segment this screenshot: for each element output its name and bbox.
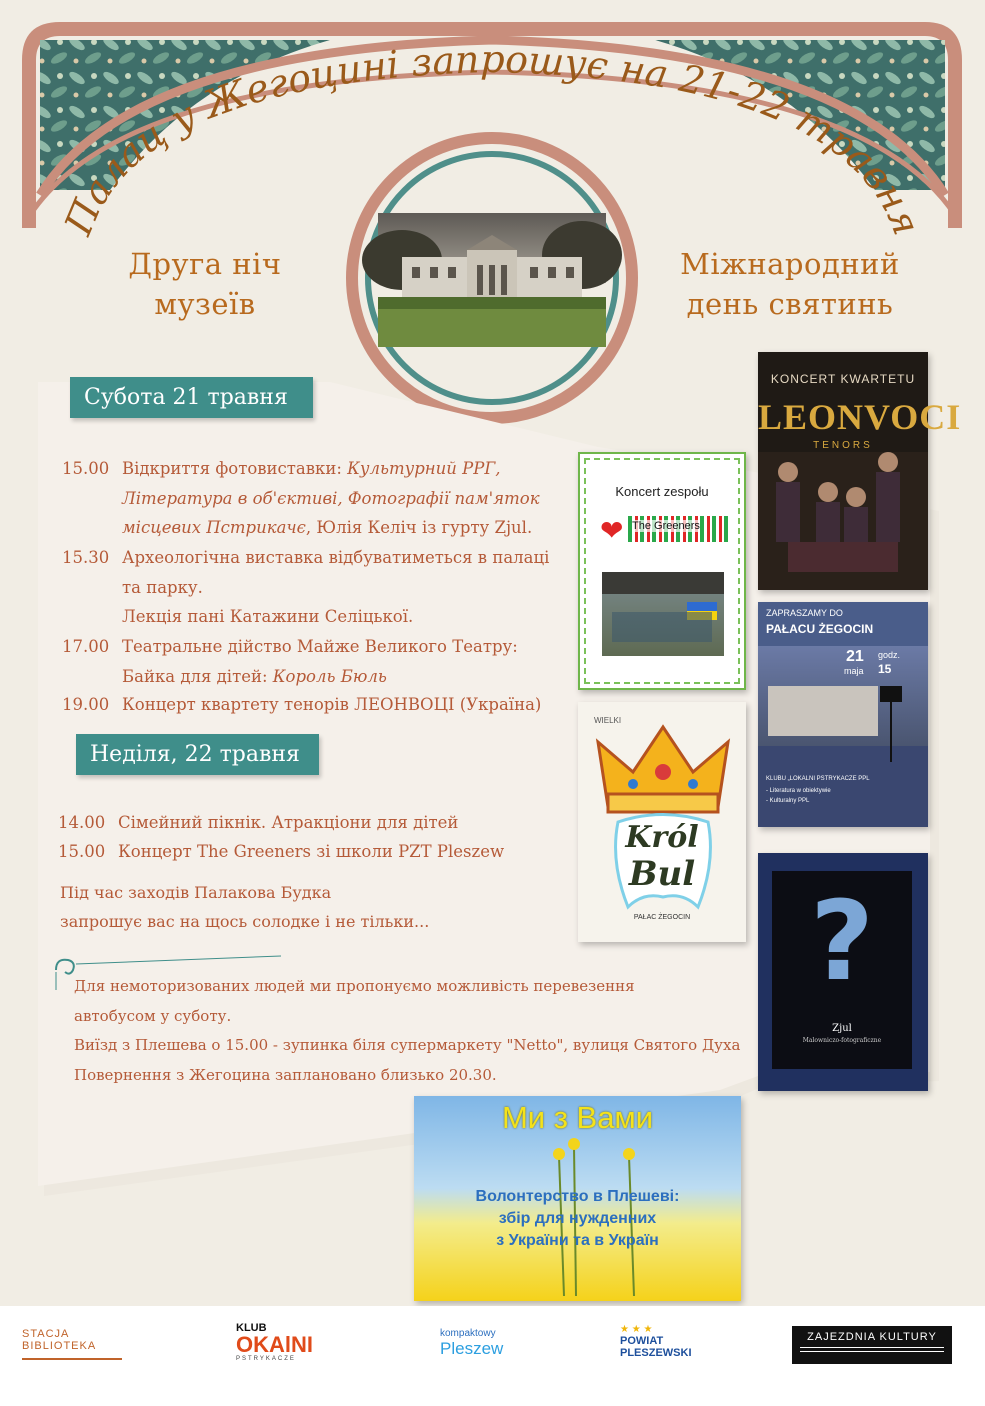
right-subtitle-line2: день святинь [686,287,894,321]
left-subtitle-line2: музеїв [154,287,256,321]
zaproszenie-poster [758,602,928,827]
saturday-badge: Субота 21 травня [70,377,313,418]
schedule-text: Байка для дітей: [122,666,273,686]
schedule-text: Концерт The Greeners зі школи PZT Pleszew [118,842,505,861]
schedule-item [58,808,578,838]
zaprasz-godz: godz. [878,650,901,660]
schedule-text: Лекція пані Катажини Селіцької. [122,607,414,626]
ukraine-line: Волонтерство в Плешеві: [475,1188,680,1205]
greeners-title: Koncert zespołu [615,484,709,499]
booth-note [60,878,560,936]
schedule-item [62,632,582,692]
krol-word2: Bul [628,854,696,894]
greeners-poster [578,452,746,690]
zaprasz-item: - Literatura w obiektywie [766,788,831,794]
saturday-schedule [62,454,582,724]
schedule-text-italic: Література в об'єктиві, Фотографії пам'яток [122,488,540,508]
zaprasz-line1: ZAPRASZAMY DO [766,608,843,618]
leonvoci-sub: TENORS [813,440,873,451]
schedule-text: та парку. [122,577,203,597]
booth-note-line: запрошує вас на щось солодке і не тільки... [60,912,430,931]
crown-icon [598,722,728,822]
logo-text: kompaktowy [440,1328,496,1339]
palace-photo [372,205,612,355]
schedule-desc [122,690,582,720]
tenors-group-image [758,452,928,590]
greeners-band: The Greeners [632,520,700,532]
logo-klub-lokalni [236,1322,346,1362]
schedule-time: 15.00 [58,842,106,861]
schedule-time: 17.00 [62,637,110,656]
sunday-badge: Неділя, 22 травня [76,734,319,775]
schedule-time: 14.00 [58,813,106,832]
schedule-time: 19.00 [62,695,110,714]
leonvoci-top: KONCERT KWARTETU [770,372,916,386]
schedule-time: 15.30 [62,548,110,567]
logo-powiat-pleszewski [620,1324,730,1359]
ukraine-line: збір для нужденних [498,1210,657,1227]
logo-stacja-biblioteka [22,1328,142,1360]
svg-text:Палац у Жегоцині запрошує на 2: Палац у Жегоцині запрошує на 21-22 травня [56,36,929,242]
greeners-photo [602,572,724,656]
sponsor-footer [0,1306,985,1406]
schedule-text: Сімейний пікнік. Атракціони для дітей [118,813,459,832]
transport-line: Для немоторизованих людей ми пропонуємо можливість перевезення [74,977,635,995]
krol-word1: Król [625,820,699,855]
zaprasz-item: - Kulturalny PPL [766,798,810,804]
transport-line: Виїзд з Плешева о 15.00 - зупинка біля супермаркету "Netto", вулиця Святого Духа [74,1036,741,1054]
logo-text: ZAJEZDNIA KULTURY [807,1331,937,1343]
zjul-name: Zjul [832,1023,852,1034]
leonvoci-poster [758,352,962,590]
ukraine-support-banner [414,1096,741,1301]
transport-note [74,972,764,1090]
transport-line: автобусом у суботу. [74,1006,232,1025]
logo-text: OKAlNI [236,1332,313,1357]
zjul-sub: Malowniczo-fotograficzne [802,1037,882,1044]
book-icon [22,1354,122,1360]
schedule-text: Концерт квартету тенорів ЛЕОНВОЦІ (Україна) [122,695,542,714]
schedule-text: Театральне дійство Майже Великого Театру: [122,637,518,656]
rail-icon [800,1347,944,1352]
schedule-item [62,454,582,544]
zaprasz-time: 15 [878,662,892,676]
schedule-text-italic: Культурний РРГ, [347,459,501,478]
zaprasz-month: maja [844,666,864,676]
schedule-desc [122,454,562,543]
ukraine-title: Ми з Вами [501,1100,654,1135]
leonvoci-name: LEONVOCI [758,397,962,437]
question-mark-icon: ? [810,877,874,1005]
krol-top-left: WIELKI [594,716,622,725]
right-subtitle-line1: Міжнародний [680,247,900,281]
logo-text: POWIAT [620,1335,664,1347]
logo-text: PLESZEWSKI [620,1347,692,1359]
zaprasz-line2: PAŁACU ŻEGOCIN [766,622,874,636]
logo-text: KLUB [236,1322,267,1334]
zaprasz-club: KLUBU „LOKALNI PSTRYKACZE PPL [766,776,870,782]
ukraine-text [414,1186,741,1252]
zjul-poster [758,853,928,1091]
ukraine-line: з України та в Україн [496,1232,659,1249]
schedule-item [62,543,582,633]
logo-text: STACJA BIBLIOTEKA [22,1328,97,1352]
krol-bottom: PAŁAC ŻEGOCIN [633,914,691,921]
logo-text: PSTRYKACZE [236,1356,296,1362]
schedule-item [62,690,582,720]
left-subtitle [110,244,300,324]
stars-icon: ★ ★ ★ [620,1324,653,1335]
logo-kompaktowy-pleszew [440,1328,540,1359]
booth-note-line: Під час заходів Палакова Будка [60,883,332,902]
schedule-text: Археологічна виставка відбуватиметься в палаці [122,548,550,567]
palace-image [758,646,928,746]
right-subtitle [660,244,920,324]
schedule-text-italic: Король Бюль [272,666,387,686]
schedule-text: Відкриття фотовиставки: [122,459,348,478]
left-subtitle-line1: Друга ніч [128,247,282,281]
schedule-desc [122,632,562,691]
schedule-text-italic: місцевих Пстрикачє [122,518,306,537]
sunday-schedule [58,808,578,868]
zaprasz-day: 21 [846,648,864,665]
krol-bul-poster [578,702,746,942]
logo-zajezdnia-kultury [792,1326,952,1364]
schedule-time: 15.00 [62,459,110,478]
logo-text: Pleszew [440,1339,504,1358]
schedule-text: , Юлія Келіч із гурту Zjul. [305,518,533,537]
schedule-item [58,837,578,867]
schedule-desc [122,543,562,632]
transport-line: Повернення з Жегоцина заплановано близько 20.30. [74,1065,497,1084]
heart-icon: ❤ [600,514,624,547]
